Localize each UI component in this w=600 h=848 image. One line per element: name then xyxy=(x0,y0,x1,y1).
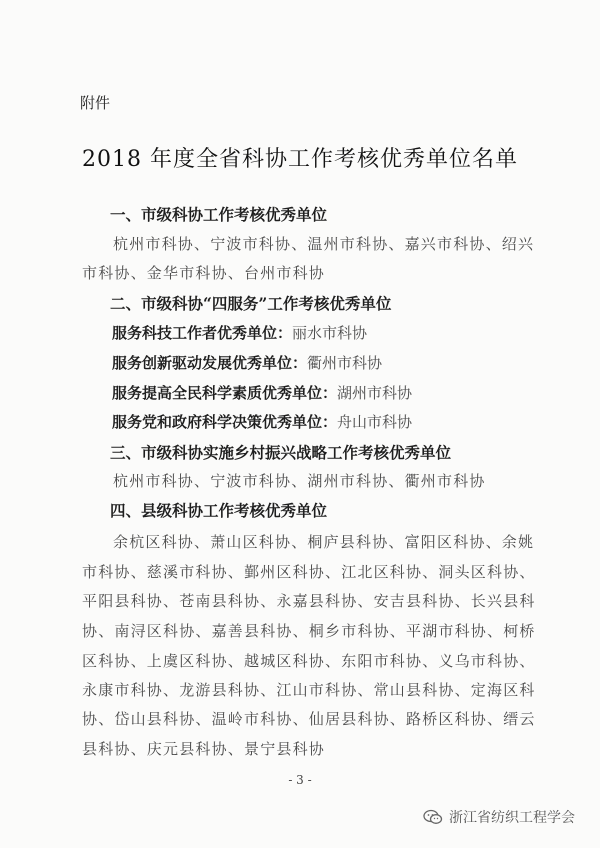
section-4-line: 余杭区科协、萧山区科协、桐庐县科协、富阳区科协、余姚 xyxy=(113,533,535,551)
service-award-item xyxy=(112,411,412,432)
document-title: 2018 年度全省科协工作考核优秀单位名单 xyxy=(82,147,518,172)
attachment-label: 附件 xyxy=(80,94,111,112)
service-award-value: 舟山市科协 xyxy=(337,413,413,431)
service-award-label: 服务创新驱动发展优秀单位： xyxy=(112,354,308,372)
section-1-line: 杭州市科协、宁波市科协、温州市科协、嘉兴市科协、绍兴 xyxy=(113,235,535,253)
service-award-label: 服务党和政府科学决策优秀单位： xyxy=(112,413,338,431)
page-number: - 3 - xyxy=(288,773,312,787)
section-1-line: 市科协、金华市科协、台州市科协 xyxy=(82,264,326,282)
service-award-label: 服务提高全民科学素质优秀单位： xyxy=(112,384,338,402)
service-award-item xyxy=(112,322,367,343)
section-4-line: 市科协、慈溪市科协、鄞州区科协、江北区科协、洞头区科协、 xyxy=(82,563,536,581)
watermark-text: 浙江省纺织工程学会 xyxy=(449,810,575,826)
section-4-line: 协、南浔区科协、嘉善县科协、桐乡市科协、平湖市科协、柯桥 xyxy=(82,622,536,640)
watermark xyxy=(423,807,575,827)
service-award-value: 湖州市科协 xyxy=(337,384,413,402)
section-4-line: 县科协、庆元县科协、景宁县科协 xyxy=(82,740,326,758)
service-award-value: 丽水市科协 xyxy=(292,324,368,342)
section-4-heading: 四、县级科协工作考核优秀单位 xyxy=(110,501,328,520)
section-3-heading: 三、市级科协实施乡村振兴战略工作考核优秀单位 xyxy=(110,443,452,462)
section-1-heading: 一、市级科协工作考核优秀单位 xyxy=(110,205,328,224)
section-4-line: 区科协、上虞区科协、越城区科协、东阳市科协、义乌市科协、 xyxy=(82,652,536,670)
section-4-line: 永康市科协、龙游县科协、江山市科协、常山县科协、定海区科 xyxy=(82,681,536,699)
service-award-value: 衢州市科协 xyxy=(307,354,383,372)
section-4-line: 平阳县科协、苍南县科协、永嘉县科协、安吉县科协、长兴县科 xyxy=(82,592,536,610)
service-award-label: 服务科技工作者优秀单位： xyxy=(112,324,293,342)
service-award-item xyxy=(112,352,382,373)
section-2-heading: 二、市级科协“四服务”工作考核优秀单位 xyxy=(110,294,392,313)
wechat-icon xyxy=(423,809,443,825)
section-3-line: 杭州市科协、宁波市科协、湖州市科协、衢州市科协 xyxy=(113,472,486,490)
section-4-line: 协、岱山县科协、温岭市科协、仙居县科协、路桥区科协、缙云 xyxy=(82,710,536,728)
service-award-item xyxy=(112,382,412,403)
